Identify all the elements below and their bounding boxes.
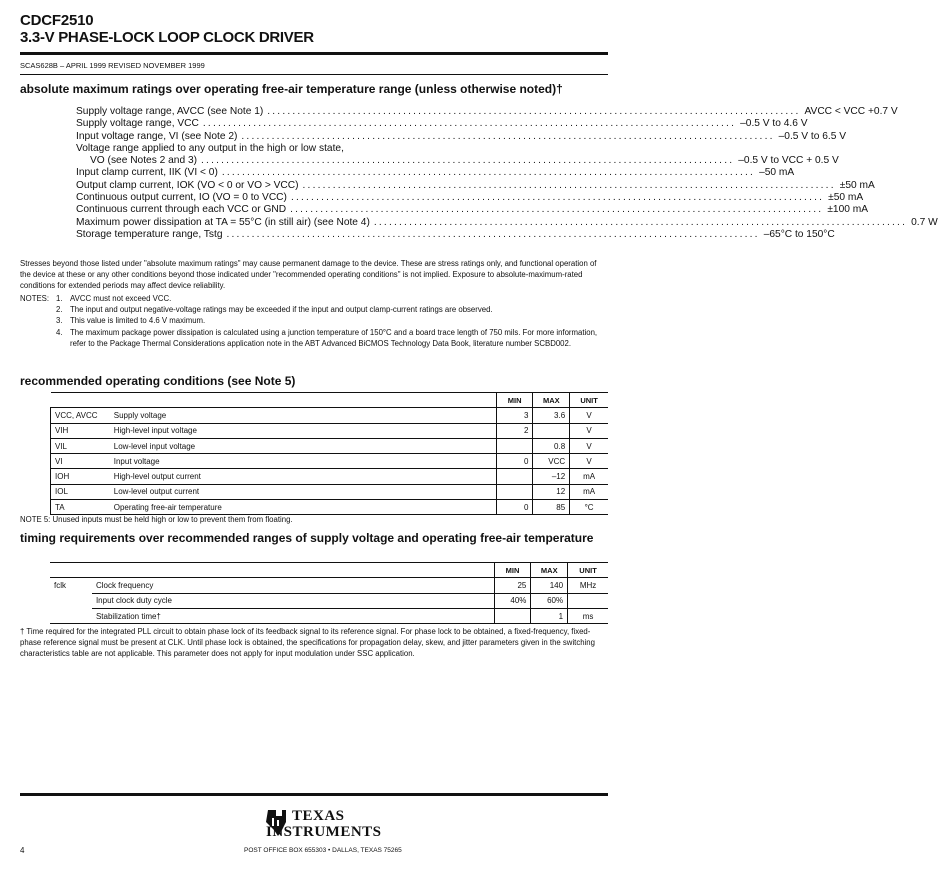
ti-logo xyxy=(262,804,412,844)
amr-row: Supply voltage range, VCC .......................................................................................................... –0.5 V to 4.6 V xyxy=(76,118,808,130)
brand-line-1: TEXAS xyxy=(292,808,345,824)
footer-rule xyxy=(20,793,608,796)
document-title: 3.3-V PHASE-LOCK LOOP CLOCK DRIVER xyxy=(20,29,314,46)
amr-row: Voltage range applied to any output in the high or low state, xyxy=(76,142,344,154)
amr-row: Storage temperature range, Tstg .......................................................................................................... –65°C to 150°C xyxy=(76,228,835,240)
table-row: fclk Clock frequency 25 140 MHz xyxy=(50,578,608,593)
table-row: VIL Low-level input voltage 0.8 V xyxy=(51,438,609,453)
footer-address: POST OFFICE BOX 655303 • DALLAS, TEXAS 75265 xyxy=(244,847,402,854)
document-reference: SCAS628B – APRIL 1999 REVISED NOVEMBER 1999 xyxy=(20,61,205,70)
table-row: VI Input voltage 0 VCC V xyxy=(51,454,609,469)
table-row: VCC, AVCC Supply voltage 3 3.6 V xyxy=(51,408,609,423)
amr-list xyxy=(76,106,938,241)
amr-notes: NOTES: 1. AVCC must not exceed VCC. 2. The input and output negative-voltage ratings may be exceeded if the input and output clamp-current ratings are observed. 3. This value is limited to 4.6 V maximum. 4. The maximum package power dissipation is calculated using a junction temperature of 150°C and a board trace length of 750 mils. For more information, refer to the Package Thermal Considerations application note in the ABT Advanced BiCMOS Technology Data Book, literature number SCBD002. xyxy=(20,293,608,349)
note-text: The input and output negative-voltage ratings may be exceeded if the input and output clamp-current ratings are observed. xyxy=(70,305,493,315)
amr-footnote: Stresses beyond those listed under "absolute maximum ratings" may cause permanent damage to the device. These are stress ratings only, and functional operation of the device at these or any other conditions beyond those indicated under "recommended operating conditions" is not implied. Exposure to absolute-maximum-rated conditions for extended periods may affect device reliability. xyxy=(20,259,597,291)
timing-table: MIN MAX UNIT fclk Clock frequency 25 140 MHz Input clock duty cycle 40% 60% Stabilization time† 1 ms xyxy=(50,562,608,624)
brand-line-2: INSTRUMENTS xyxy=(266,824,382,840)
note-text: The maximum package power dissipation is calculated using a junction temperature of 150°C and a board trace length of 750 mils. For more information, refer to the Package Thermal Considerations application note in the ABT Advanced BiCMOS Technology Data Book, literature number SCBD002. xyxy=(70,327,598,348)
amr-row: Continuous current through each VCC or GND .......................................................................................................... ±100 mA xyxy=(76,204,869,216)
amr-row: Input voltage range, VI (see Note 2) .......................................................................................................... –0.5 V to 6.5 V xyxy=(76,130,847,142)
amr-heading: absolute maximum ratings over operating free-air temperature range (unless otherwise noted)† xyxy=(20,82,563,96)
amr-row: VO (see Notes 2 and 3) .......................................................................................................... –0.5 V to VCC + 0.5 V xyxy=(90,155,839,167)
amr-row: Output clamp current, IOK (VO < 0 or VO > VCC) .......................................................................................................... ±50 mA xyxy=(76,179,875,191)
part-number: CDCF2510 xyxy=(20,12,94,29)
timing-symbol: fclk xyxy=(54,581,66,591)
table-row: TA Operating free-air temperature 0 85 °C xyxy=(51,500,609,515)
table-row: Input clock duty cycle 40% 60% xyxy=(50,593,608,608)
table-row: IOH High-level output current –12 mA xyxy=(51,469,609,484)
timing-footnote: † Time required for the integrated PLL circuit to obtain phase lock of its feedback signal to its reference signal. For phase lock to be obtained, a fixed-frequency, fixed-phase reference signal must be present at CLK. Until phase lock is obtained, the specifications for propagation delay, skew, and jitter parameters given in the switching characteristics table are not applicable. This parameter does not apply for input modulation under SSC application. xyxy=(20,627,595,659)
roc-heading: recommended operating conditions (see Note 5) xyxy=(20,374,296,388)
amr-row: Input clamp current, IIK (VI < 0) .......................................................................................................... –50 mA xyxy=(76,167,795,179)
notes-label: NOTES: xyxy=(20,294,50,303)
note-text: This value is limited to 4.6 V maximum. xyxy=(70,316,206,326)
table-row: IOL Low-level output current 12 mA xyxy=(51,484,609,499)
header-rule xyxy=(20,52,608,55)
timing-heading: timing requirements over recommended ranges of supply voltage and operating free-air temperature xyxy=(20,531,594,545)
table-row: VIH High-level input voltage 2 V xyxy=(51,423,609,438)
header-thin-rule xyxy=(20,74,608,75)
amr-row: Supply voltage range, AVCC (see Note 1) .......................................................................................................... AVCC < VCC +0.7 V xyxy=(76,106,898,117)
amr-row: Continuous output current, IO (VO = 0 to VCC) .......................................................................................................... ±50 mA xyxy=(76,192,864,204)
table-row: Stabilization time† 1 ms xyxy=(50,608,608,623)
roc-note: NOTE 5: Unused inputs must be held high or low to prevent them from floating. xyxy=(20,515,293,524)
amr-row: Maximum power dissipation at TA = 55°C (in still air) (see Note 4) .......................................................................................................... 0.7 W xyxy=(76,216,938,228)
page-number: 4 xyxy=(20,846,25,855)
roc-table: MIN MAX UNIT VCC, AVCC Supply voltage 3 3.6 V VIH High-level input voltage 2 V VIL Low-level input voltage 0.8 V VI Input voltage 0 VCC V IOH High-level output current –12 mA IOL Low-level output current 12 mA TA Operating free-air temperature 0 85 °C xyxy=(50,392,608,515)
note-text: AVCC must not exceed VCC. xyxy=(70,294,172,303)
